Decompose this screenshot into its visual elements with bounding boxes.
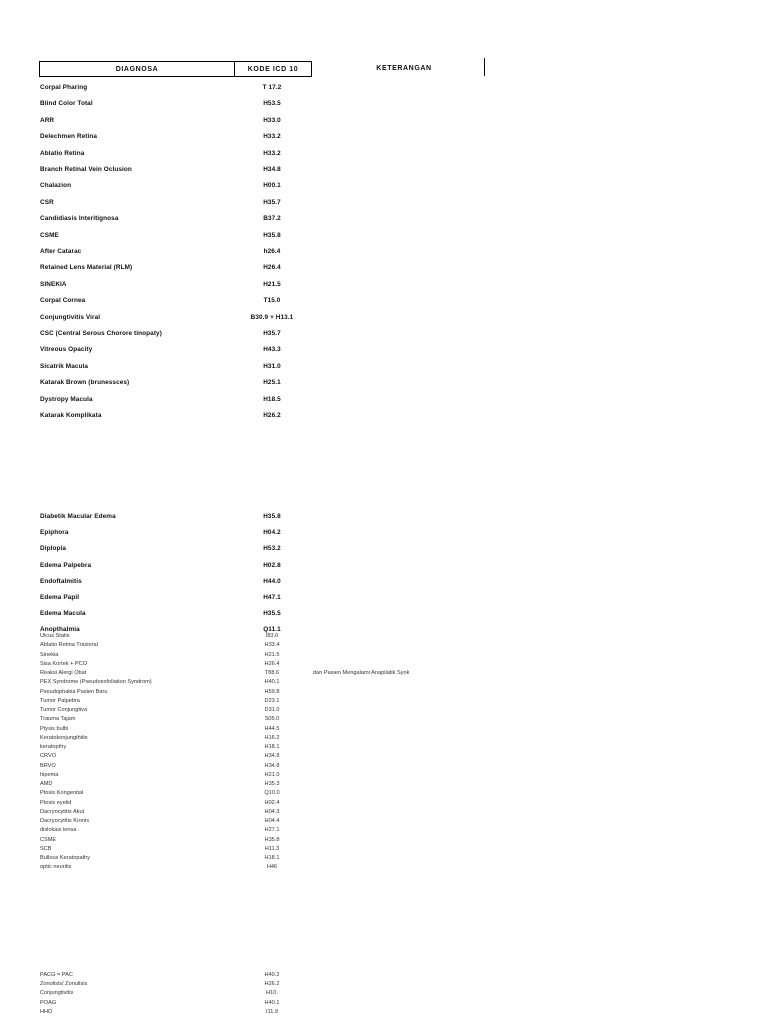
diagnosa-cell: Delechmen Retina: [40, 133, 98, 141]
icd-code-cell: H33.0: [263, 116, 281, 124]
icd-code-cell: I11.9: [265, 1008, 279, 1015]
icd-code-cell: H47.1: [263, 594, 281, 601]
diagnosa-cell: Reaksi Alergi Obat: [40, 670, 87, 676]
icd-code-cell: H25.1: [263, 379, 281, 387]
table-row: [0, 576, 768, 588]
icd-code-cell: B37.2: [263, 215, 281, 223]
icd-code-cell: H33.2: [263, 149, 281, 157]
icd-code-cell: H53.2: [263, 545, 281, 553]
icd-code-cell: H40.2: [264, 972, 280, 978]
diagnosa-cell: keratopthy: [40, 744, 67, 750]
diagnosa-cell: After Catarac: [40, 248, 82, 255]
diagnosa-cell: Ptosis Kongenital: [40, 790, 84, 797]
diagnosa-cell: Sisa Kortek + PCO: [40, 660, 88, 667]
diagnosa-cell: Ablatio Retina Traxioral: [40, 642, 98, 649]
diagnosa-cell: Diabetik Macular Edema: [40, 513, 116, 520]
table-row: [0, 511, 768, 523]
table-row: [0, 862, 768, 874]
diagnosa-cell: Candidiasis Interitignosa: [40, 215, 119, 223]
diagnosa-cell: Pseudophakia Pasien Baru: [40, 688, 108, 695]
table-row: [0, 344, 768, 356]
icd-code-cell: H21.5: [263, 280, 281, 288]
icd-code-cell: B30.9 + H13.1: [250, 313, 294, 321]
icd-code-cell: H26.2: [263, 412, 281, 419]
icd-code-cell: T88.6: [264, 670, 280, 676]
diagnosa-cell: PACG = PAC: [40, 972, 73, 978]
icd-code-cell: H43.3: [263, 346, 281, 354]
diagnosa-cell: hipema: [40, 771, 59, 778]
table-row: [0, 361, 768, 373]
table-row: [0, 131, 768, 143]
icd-code-cell: T 17.2: [262, 84, 282, 91]
icd-code-cell: H18.1: [264, 744, 280, 750]
table-row: [0, 608, 768, 620]
diagnosa-cell: Edema Macula: [40, 610, 86, 618]
table-row: [0, 410, 768, 422]
icd-code-cell: H35.7: [263, 330, 281, 337]
icd-code-cell: H04.2: [263, 529, 281, 537]
diagnosa-cell: Dystropy Macula: [40, 395, 93, 403]
table-row: [0, 115, 768, 127]
diagnosa-cell: Dacryocytitis Kronis: [40, 818, 90, 824]
table-row: [0, 592, 768, 604]
table-row: [0, 164, 768, 176]
diagnosa-cell: Chalazion: [40, 182, 72, 190]
icd-code-cell: H53.5: [263, 100, 281, 108]
diagnosa-cell: Ptosis eyelid: [40, 799, 72, 806]
table-row: [0, 328, 768, 340]
table-row: [0, 230, 768, 242]
icd-code-cell: H00.1: [263, 182, 281, 190]
diagnosa-cell: Vitreous Opacity: [40, 346, 93, 354]
icd-code-cell: H02.8: [263, 561, 281, 569]
icd-code-cell: H35.8: [263, 231, 281, 239]
keterangan-cell: dan Pasien Mengalami Anapilatik Syok: [313, 670, 410, 676]
table-row: [0, 377, 768, 389]
diagnosa-cell: Ulcus Statis: [40, 633, 70, 639]
diagnosa-cell: Branch Retinal Vein Oclusion: [40, 166, 132, 173]
header-keterangan: KETERANGAN: [376, 65, 432, 72]
icd-code-cell: H26.2: [264, 981, 280, 988]
icd-code-cell: H35.3: [264, 781, 280, 787]
icd-code-cell: H35.5: [263, 610, 281, 618]
diagnosa-cell: Trauma Tajam: [40, 716, 76, 723]
icd-code-cell: H44.5: [264, 725, 280, 732]
icd-code-cell: H40.1: [264, 999, 280, 1006]
icd-code-cell: H35.8: [263, 513, 281, 520]
icd-code-cell: H35.8: [264, 836, 280, 843]
table-row: [0, 543, 768, 555]
diagnosa-cell: Corpal Pharing: [40, 84, 88, 91]
diagnosa-cell: Endoftalmitis: [40, 577, 82, 585]
diagnosa-cell: Blind Color Total: [40, 100, 93, 108]
icd-code-cell: H18.1: [264, 855, 280, 861]
icd-code-cell: D23.1: [264, 697, 280, 704]
icd-code-cell: Q10.0: [264, 790, 280, 797]
diagnosa-cell: CSC (Central Serous Chorore tinopaty): [40, 330, 162, 337]
diagnosa-cell: SCB: [40, 845, 52, 852]
table-row: [0, 98, 768, 110]
icd-code-cell: H34.8: [263, 166, 281, 173]
icd-code-cell: H46: [266, 864, 278, 871]
icd-code-cell: H33.2: [263, 133, 281, 141]
icd-code-cell: H26.4: [263, 264, 281, 272]
diagnosa-cell: Zonolisis/ Zonulisis: [40, 981, 88, 988]
table-row: [0, 394, 768, 406]
table-row: [0, 279, 768, 291]
diagnosa-cell: CRVO: [40, 753, 57, 760]
icd-code-cell: H35.7: [263, 198, 281, 206]
icd-code-cell: H27.1: [264, 827, 280, 834]
diagnosa-cell: Tumor Conjungtiva: [40, 707, 88, 713]
table-row: [0, 560, 768, 572]
diagnosa-cell: Conjungtivitis Viral: [40, 313, 101, 321]
diagnosa-cell: CSME: [40, 836, 57, 843]
icd-code-cell: h26.4: [263, 248, 281, 255]
header-diagnosa: DIAGNOSA: [39, 61, 235, 77]
diagnosa-cell: Edema Palpebra: [40, 561, 92, 569]
icd-code-cell: H21.0: [264, 771, 280, 778]
table-row: [0, 312, 768, 324]
table-row: [0, 295, 768, 307]
diagnosa-cell: optic neuritis: [40, 864, 72, 871]
icd-code-cell: H26.4: [264, 660, 280, 667]
table-row: [0, 213, 768, 225]
icd-code-cell: H10.: [266, 990, 278, 997]
table-row: [0, 180, 768, 192]
diagnosa-cell: Epiphora: [40, 529, 69, 537]
diagnosa-cell: Ptysis bulbi: [40, 725, 69, 732]
icd-code-cell: I83.0: [265, 633, 279, 639]
table-row: [0, 527, 768, 539]
icd-code-cell: H16.2: [264, 734, 280, 741]
table-row: [0, 82, 768, 94]
icd-code-cell: H33.4: [264, 642, 280, 649]
icd-code-cell: H11.3: [264, 845, 280, 852]
icd-code-cell: H59.8: [264, 688, 280, 695]
icd-code-cell: H18.5: [263, 395, 281, 403]
diagnosa-cell: Conjungtivitis: [40, 990, 74, 997]
icd-code-cell: D31.0: [264, 707, 280, 713]
diagnosa-cell: POAG: [40, 999, 57, 1006]
icd-code-cell: H40.1: [264, 679, 280, 686]
column-divider: [484, 58, 485, 76]
table-row: [0, 1007, 768, 1019]
icd-code-cell: H44.0: [263, 577, 281, 585]
icd-code-cell: H34.8: [264, 753, 280, 760]
icd-code-cell: Q11.1: [263, 626, 281, 634]
diagnosa-cell: Sinekia: [40, 651, 59, 658]
icd-code-cell: H02.4: [264, 799, 280, 806]
icd-code-cell: H31.0: [263, 362, 281, 370]
diagnosa-cell: CSR: [40, 198, 54, 206]
diagnosa-cell: Tumor Palpebra: [40, 697, 80, 704]
icd-code-cell: H04.4: [264, 818, 280, 824]
diagnosa-cell: AMD: [40, 781, 53, 787]
diagnosa-cell: Ablatio Retina: [40, 149, 85, 157]
icd-code-cell: H04.3: [264, 808, 280, 815]
diagnosa-cell: CSME: [40, 231, 59, 239]
diagnosa-cell: dislokasi lensa: [40, 827, 77, 834]
diagnosa-cell: Dacryocytitis Akut: [40, 808, 85, 815]
diagnosa-cell: Diplopia: [40, 545, 67, 553]
diagnosa-cell: Keratokonjungthitis: [40, 734, 88, 741]
diagnosa-cell: Sicatrik Macula: [40, 362, 89, 370]
header-kode-icd: KODE ICD 10: [234, 61, 312, 77]
table-row: [0, 246, 768, 258]
icd-code-cell: T15.0: [263, 297, 281, 305]
icd-code-cell: H21.5: [264, 651, 280, 658]
diagnosa-cell: Bullous Keratopathy: [40, 855, 91, 861]
icd-code-cell: S05.0: [264, 716, 280, 723]
diagnosa-cell: Edema Papil: [40, 594, 80, 601]
diagnosa-cell: Anopthalmia: [40, 626, 80, 634]
table-row: [0, 197, 768, 209]
table-row: [0, 148, 768, 160]
diagnosa-cell: Katarak Brown (brunessces): [40, 379, 130, 387]
diagnosa-cell: Corpal Cornea: [40, 297, 86, 305]
diagnosa-cell: SINEKIA: [40, 280, 67, 288]
diagnosa-cell: ARR: [40, 116, 55, 124]
table-row: [0, 262, 768, 274]
diagnosa-cell: Katarak Komplikata: [40, 412, 102, 419]
diagnosa-cell: Retained Lens Material (RLM): [40, 264, 133, 272]
diagnosa-cell: BRVO: [40, 762, 56, 769]
icd-code-cell: H34.8: [264, 762, 280, 769]
diagnosa-cell: PEX Syndrome (Pseudoexfoliation Syndrom): [40, 679, 152, 686]
diagnosa-cell: HHD: [40, 1008, 53, 1015]
